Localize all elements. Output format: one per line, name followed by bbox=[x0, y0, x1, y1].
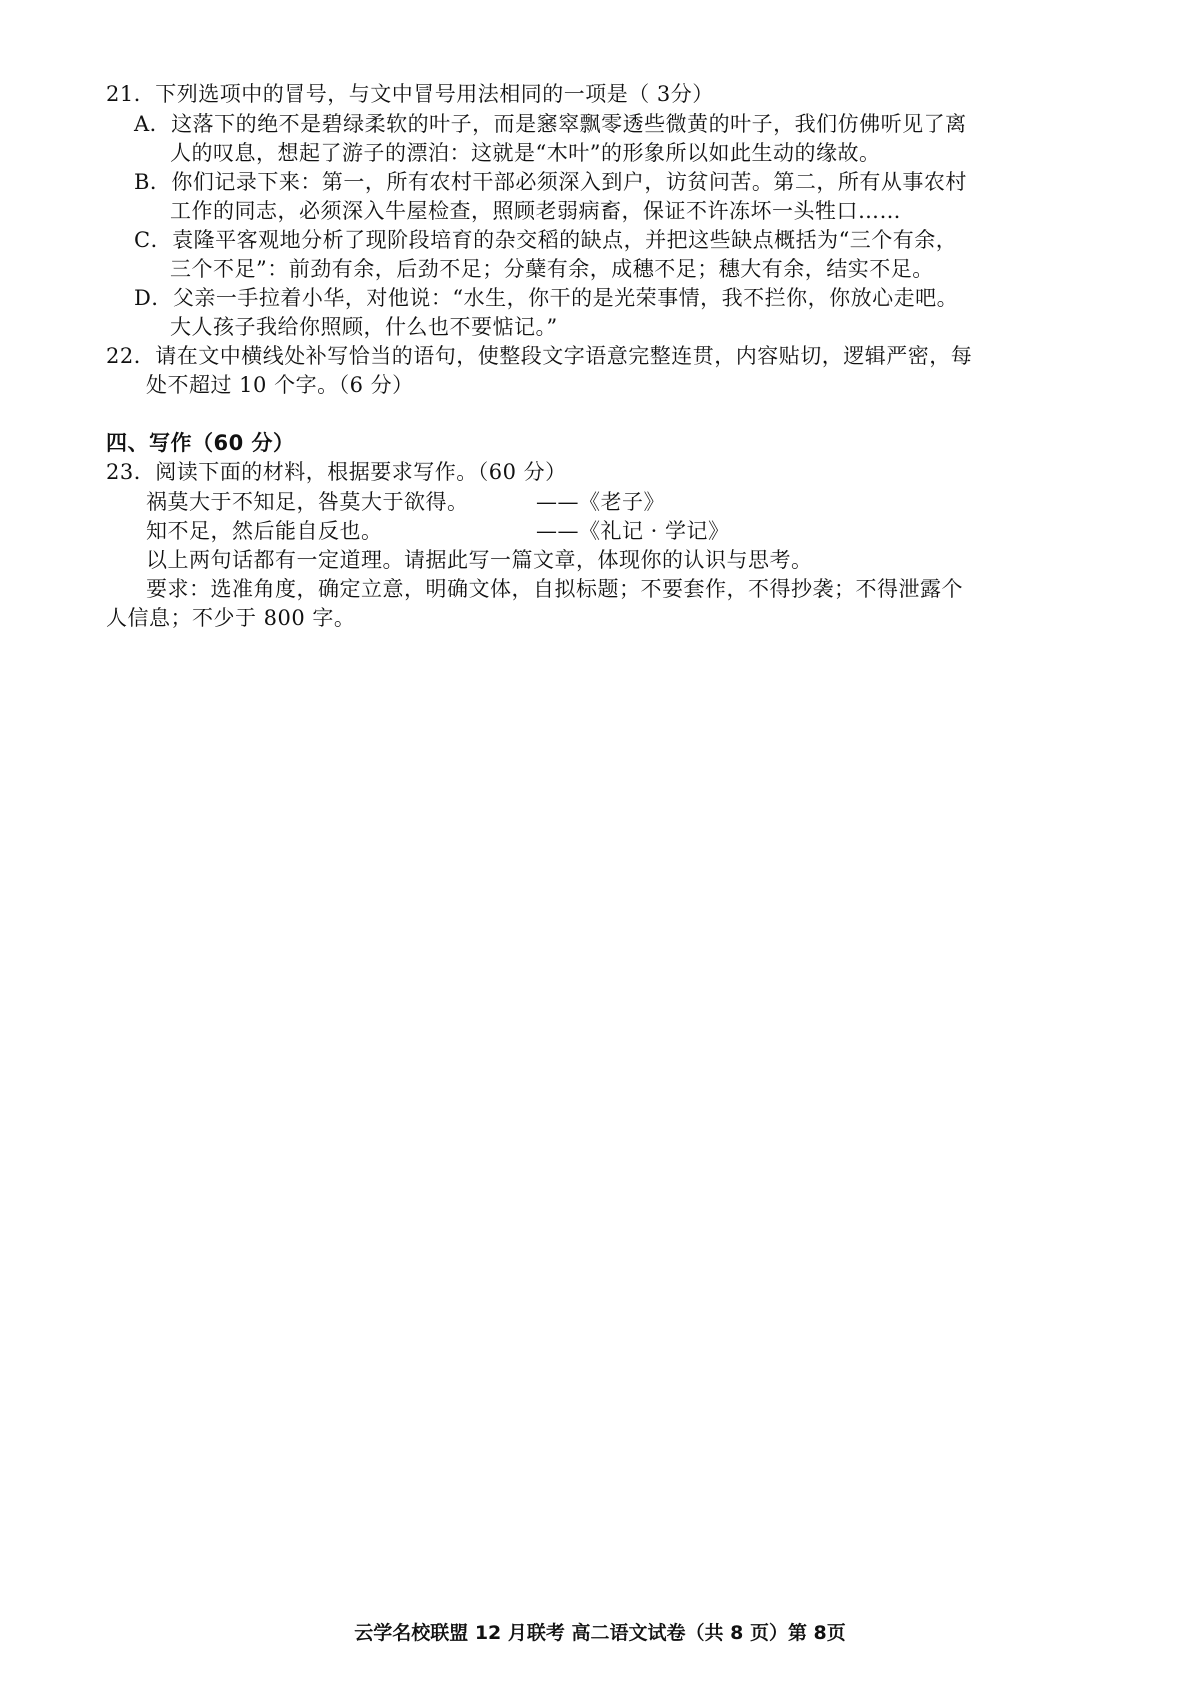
q23-requirement-line2: 人信息；不少于 800 字。 bbox=[106, 606, 356, 630]
q23-instruction: 以上两句话都有一定道理。请据此写一篇文章，体现你的认识与思考。 bbox=[146, 548, 813, 572]
q21-option-b-line1: B．你们记录下来：第一，所有农村干部必须深入到户，访贫问苦。第二，所有从事农村 bbox=[134, 170, 967, 194]
q23-quote-1-text: 祸莫大于不知足，咎莫大于欲得。 bbox=[146, 490, 469, 514]
q23-quote-1-source: ——《老子》 bbox=[536, 490, 665, 514]
q23-requirement-line1: 要求：选准角度，确定立意，明确文体，自拟标题；不要套作，不得抄袭；不得泄露个 bbox=[146, 577, 963, 601]
q23-quote-2-text: 知不足，然后能自反也。 bbox=[146, 519, 383, 543]
section-heading-writing: 四、写作（60 分） bbox=[106, 431, 295, 455]
q21-option-d-line1: D．父亲一手拉着小华，对他说：“水生，你干的是光荣事情，我不拦你，你放心走吧。 bbox=[134, 286, 959, 310]
q21-option-a-line1: A．这落下的绝不是碧绿柔软的叶子，而是窸窣飘零透些微黄的叶子，我们仿佛听见了离 bbox=[134, 112, 967, 136]
q22-line1: 22．请在文中横线处补写恰当的语句，使整段文字语意完整连贯，内容贴切，逻辑严密，每 bbox=[106, 344, 973, 368]
q21-stem: 21．下列选项中的冒号，与文中冒号用法相同的一项是（ 3分） bbox=[106, 82, 714, 106]
q23-quote-1 bbox=[146, 488, 665, 516]
q21-option-d-line2: 大人孩子我给你照顾，什么也不要惦记。” bbox=[170, 315, 558, 339]
page-footer: 云学名校联盟 12 月联考 高二语文试卷（共 8 页）第 8页 bbox=[354, 1622, 846, 1644]
q23-quote-2 bbox=[146, 517, 730, 545]
q22-line2: 处不超过 10 个字。（6 分） bbox=[146, 373, 414, 397]
q23-stem: 23．阅读下面的材料，根据要求写作。（60 分） bbox=[106, 460, 567, 484]
q21-option-c-line2: 三个不足”：前劲有余，后劲不足；分蘖有余，成穗不足；穗大有余，结实不足。 bbox=[170, 257, 934, 281]
q21-option-b-line2: 工作的同志，必须深入牛屋检查，照顾老弱病畜，保证不许冻坏一头牲口…… bbox=[170, 199, 901, 223]
q21-option-a-line2: 人的叹息，想起了游子的漂泊：这就是“木叶”的形象所以如此生动的缘故。 bbox=[170, 141, 881, 165]
q23-quote-2-source: ——《礼记 · 学记》 bbox=[536, 519, 730, 543]
q21-option-c-line1: C．袁隆平客观地分析了现阶段培育的杂交稻的缺点，并把这些缺点概括为“三个有余， bbox=[134, 228, 958, 252]
